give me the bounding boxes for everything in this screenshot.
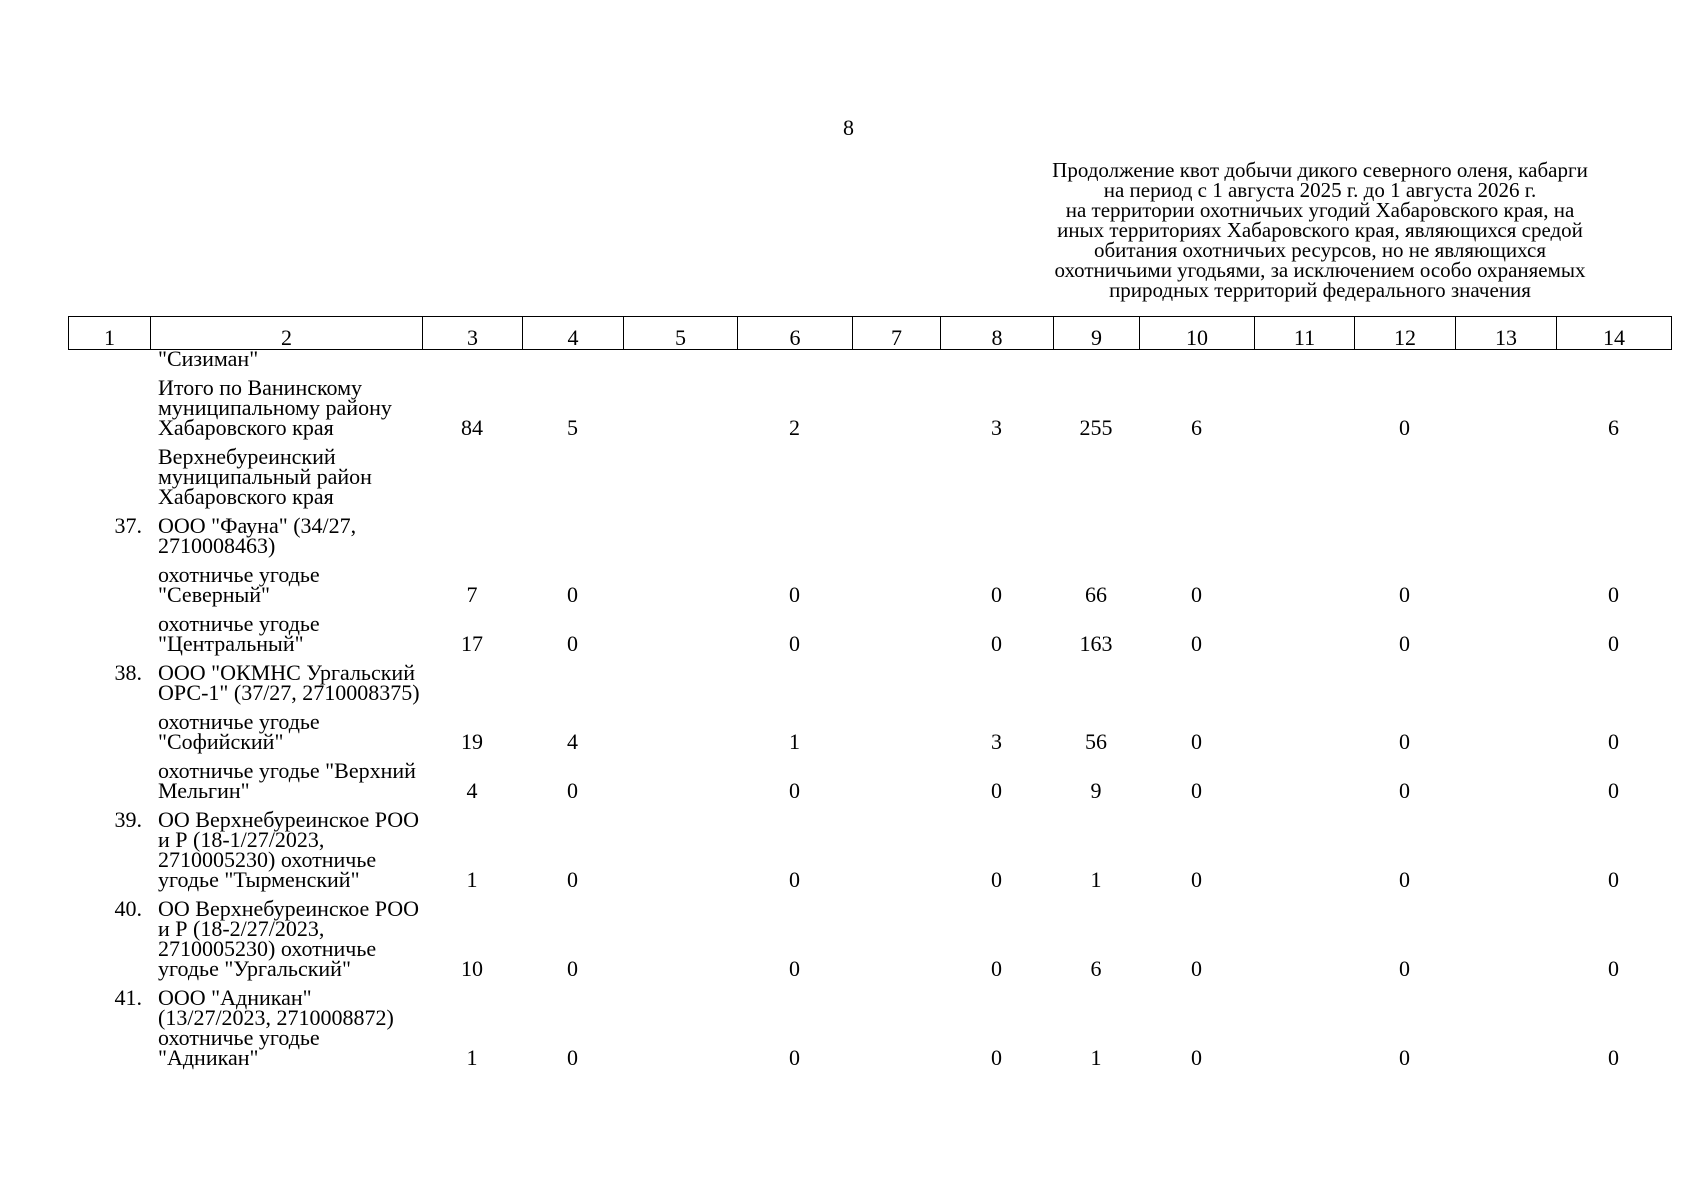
value-cell-col-13 bbox=[1455, 805, 1556, 894]
value-cell-col-12 bbox=[1354, 442, 1455, 511]
value-cell-col-9 bbox=[1053, 511, 1139, 560]
row-number-cell bbox=[68, 560, 150, 609]
value-cell-col-5 bbox=[623, 373, 737, 442]
value-cell-col-9 bbox=[1053, 442, 1139, 511]
quota-table bbox=[68, 346, 1671, 1072]
value-cell-col-13 bbox=[1455, 609, 1556, 658]
value-cell-col-9: 1 bbox=[1090, 1045, 1102, 1070]
table-row bbox=[68, 805, 1671, 894]
row-name-cell: ООО "Адникан" (13/27/2023, 2710008872) охотничье угодье "Адникан" bbox=[158, 985, 394, 1070]
value-cell-col-4: 0 bbox=[567, 778, 578, 803]
value-cell-col-4: 4 bbox=[567, 729, 578, 754]
table-row bbox=[68, 658, 1671, 707]
value-cell-col-6: 0 bbox=[789, 1045, 800, 1070]
value-cell-col-7 bbox=[852, 609, 940, 658]
value-cell-col-14: 0 bbox=[1608, 582, 1619, 607]
value-cell-col-13 bbox=[1455, 894, 1556, 983]
row-name-cell: ОО Верхнебуреинское РОО и Р (18-1/27/2023, 2710005230) охотничье угодье "Тырменский" bbox=[158, 807, 420, 892]
column-header-9: 9 bbox=[1054, 317, 1140, 350]
value-cell-col-10 bbox=[1139, 349, 1254, 373]
value-cell-col-6: 2 bbox=[789, 415, 800, 440]
value-cell-col-14: 0 bbox=[1608, 631, 1619, 656]
value-cell-col-10: 6 bbox=[1191, 415, 1202, 440]
value-cell-col-4 bbox=[522, 442, 623, 511]
value-cell-col-3: 7 bbox=[466, 582, 478, 607]
column-header-3: 3 bbox=[423, 317, 523, 350]
value-cell-col-6: 1 bbox=[789, 729, 800, 754]
row-name-cell: ООО "Фауна" (34/27, 2710008463) bbox=[158, 513, 357, 558]
value-cell-col-7 bbox=[852, 707, 940, 756]
column-header-14: 14 bbox=[1557, 317, 1672, 350]
table-row bbox=[68, 349, 1671, 373]
value-cell-col-14 bbox=[1556, 511, 1671, 560]
page-number: 8 bbox=[843, 115, 854, 140]
value-cell-col-7 bbox=[852, 756, 940, 805]
value-cell-col-3: 4 bbox=[466, 778, 478, 803]
value-cell-col-11 bbox=[1254, 983, 1354, 1072]
value-cell-col-11 bbox=[1254, 658, 1354, 707]
value-cell-col-13 bbox=[1455, 442, 1556, 511]
value-cell-col-8: 0 bbox=[991, 631, 1002, 656]
value-cell-col-8: 0 bbox=[991, 1045, 1002, 1070]
value-cell-col-11 bbox=[1254, 894, 1354, 983]
value-cell-col-13 bbox=[1455, 349, 1556, 373]
value-cell-col-4: 0 bbox=[567, 631, 578, 656]
value-cell-col-3: 10 bbox=[461, 956, 483, 981]
row-number-cell bbox=[68, 442, 150, 511]
value-cell-col-6: 0 bbox=[789, 778, 800, 803]
value-cell-col-14: 0 bbox=[1608, 778, 1619, 803]
value-cell-col-4: 5 bbox=[567, 415, 578, 440]
value-cell-col-9: 56 bbox=[1085, 729, 1107, 754]
value-cell-col-6: 0 bbox=[789, 582, 800, 607]
value-cell-col-3 bbox=[422, 442, 522, 511]
value-cell-col-12 bbox=[1354, 511, 1455, 560]
table-row bbox=[68, 511, 1671, 560]
row-name-cell: ООО "ОКМНС Ургальский ОРС-1" (37/27, 2710008375) bbox=[158, 660, 420, 705]
value-cell-col-7 bbox=[852, 560, 940, 609]
value-cell-col-3: 1 bbox=[466, 867, 478, 892]
value-cell-col-8: 0 bbox=[991, 867, 1002, 892]
value-cell-col-9: 66 bbox=[1085, 582, 1107, 607]
value-cell-col-12: 0 bbox=[1399, 1045, 1410, 1070]
value-cell-col-10 bbox=[1139, 511, 1254, 560]
table-row bbox=[68, 707, 1671, 756]
value-cell-col-5 bbox=[623, 983, 737, 1072]
value-cell-col-14: 0 bbox=[1608, 867, 1619, 892]
value-cell-col-6: 0 bbox=[789, 631, 800, 656]
value-cell-col-13 bbox=[1455, 756, 1556, 805]
value-cell-col-8: 3 bbox=[991, 415, 1002, 440]
value-cell-col-10: 0 bbox=[1191, 1045, 1202, 1070]
value-cell-col-4: 0 bbox=[567, 956, 578, 981]
row-name-cell: охотничье угодье "Северный" bbox=[158, 562, 320, 607]
value-cell-col-8: 3 bbox=[991, 729, 1002, 754]
value-cell-col-3: 1 bbox=[466, 1045, 478, 1070]
value-cell-col-10: 0 bbox=[1191, 729, 1202, 754]
value-cell-col-6 bbox=[737, 511, 852, 560]
value-cell-col-6 bbox=[737, 658, 852, 707]
value-cell-col-3: 17 bbox=[461, 631, 483, 656]
value-cell-col-3 bbox=[422, 511, 522, 560]
value-cell-col-8 bbox=[940, 511, 1053, 560]
heading-line: обитания охотничьих ресурсов, но не являющихся bbox=[1093, 238, 1547, 262]
value-cell-col-4: 0 bbox=[567, 867, 578, 892]
row-number-cell: 40. bbox=[114, 896, 142, 921]
value-cell-col-10: 0 bbox=[1191, 582, 1202, 607]
column-header-6: 6 bbox=[738, 317, 853, 350]
value-cell-col-12: 0 bbox=[1399, 729, 1410, 754]
value-cell-col-4 bbox=[522, 511, 623, 560]
value-cell-col-13 bbox=[1455, 373, 1556, 442]
row-name-cell: охотничье угодье "Центральный" bbox=[158, 611, 320, 656]
value-cell-col-6 bbox=[737, 349, 852, 373]
value-cell-col-6: 0 bbox=[789, 956, 800, 981]
value-cell-col-13 bbox=[1455, 658, 1556, 707]
value-cell-col-7 bbox=[852, 983, 940, 1072]
value-cell-col-3 bbox=[422, 658, 522, 707]
value-cell-col-11 bbox=[1254, 349, 1354, 373]
value-cell-col-7 bbox=[852, 894, 940, 983]
value-cell-col-9: 163 bbox=[1079, 631, 1113, 656]
value-cell-col-14 bbox=[1556, 442, 1671, 511]
value-cell-col-5 bbox=[623, 560, 737, 609]
value-cell-col-8: 0 bbox=[991, 582, 1002, 607]
table-row bbox=[68, 756, 1671, 805]
heading-line: иных территориях Хабаровского края, являющихся средой bbox=[1057, 218, 1583, 242]
table-row bbox=[68, 894, 1671, 983]
value-cell-col-11 bbox=[1254, 707, 1354, 756]
value-cell-col-3: 84 bbox=[461, 415, 483, 440]
value-cell-col-7 bbox=[852, 805, 940, 894]
value-cell-col-14: 0 bbox=[1608, 729, 1619, 754]
value-cell-col-6 bbox=[737, 442, 852, 511]
value-cell-col-13 bbox=[1455, 707, 1556, 756]
value-cell-col-9: 6 bbox=[1090, 956, 1102, 981]
value-cell-col-11 bbox=[1254, 609, 1354, 658]
value-cell-col-11 bbox=[1254, 805, 1354, 894]
value-cell-col-10 bbox=[1139, 658, 1254, 707]
column-header-1: 1 bbox=[69, 317, 151, 350]
value-cell-col-12 bbox=[1354, 658, 1455, 707]
column-header-8: 8 bbox=[941, 317, 1054, 350]
value-cell-col-8: 0 bbox=[991, 778, 1002, 803]
value-cell-col-10 bbox=[1139, 442, 1254, 511]
value-cell-col-10: 0 bbox=[1191, 867, 1202, 892]
value-cell-col-5 bbox=[623, 349, 737, 373]
value-cell-col-4: 0 bbox=[567, 582, 578, 607]
value-cell-col-3 bbox=[422, 349, 522, 373]
table-row bbox=[68, 560, 1671, 609]
value-cell-col-10: 0 bbox=[1191, 778, 1202, 803]
value-cell-col-10: 0 bbox=[1191, 631, 1202, 656]
value-cell-col-12 bbox=[1354, 349, 1455, 373]
row-number-cell: 37. bbox=[114, 513, 142, 538]
value-cell-col-10: 0 bbox=[1191, 956, 1202, 981]
value-cell-col-4 bbox=[522, 349, 623, 373]
row-name-cell: Итого по Ванинскому муниципальному району Хабаровского края bbox=[158, 375, 392, 440]
column-header-13: 13 bbox=[1456, 317, 1557, 350]
value-cell-col-8: 0 bbox=[991, 956, 1002, 981]
row-name-cell: "Сизиман" bbox=[158, 346, 259, 371]
row-number-cell: 38. bbox=[114, 660, 142, 685]
value-cell-col-14: 0 bbox=[1608, 956, 1619, 981]
value-cell-col-12: 0 bbox=[1399, 778, 1410, 803]
value-cell-col-11 bbox=[1254, 373, 1354, 442]
value-cell-col-9 bbox=[1053, 658, 1139, 707]
column-header-2: 2 bbox=[151, 317, 423, 350]
value-cell-col-6: 0 bbox=[789, 867, 800, 892]
heading-line: природных территорий федерального значения bbox=[1109, 278, 1531, 302]
value-cell-col-11 bbox=[1254, 560, 1354, 609]
value-cell-col-7 bbox=[852, 658, 940, 707]
value-cell-col-5 bbox=[623, 442, 737, 511]
value-cell-col-12: 0 bbox=[1399, 867, 1410, 892]
value-cell-col-7 bbox=[852, 511, 940, 560]
value-cell-col-8 bbox=[940, 658, 1053, 707]
heading-line: на период с 1 августа 2025 г. до 1 августа 2026 г. bbox=[1103, 178, 1537, 202]
value-cell-col-9 bbox=[1053, 349, 1139, 373]
value-cell-col-14: 6 bbox=[1608, 415, 1619, 440]
table-body bbox=[68, 346, 1671, 1072]
value-cell-col-8 bbox=[940, 349, 1053, 373]
row-name-cell: ОО Верхнебуреинское РОО и Р (18-2/27/2023, 2710005230) охотничье угодье "Ургальский" bbox=[158, 896, 420, 981]
value-cell-col-14: 0 bbox=[1608, 1045, 1619, 1070]
value-cell-col-12: 0 bbox=[1399, 956, 1410, 981]
row-number-cell bbox=[68, 756, 150, 805]
value-cell-col-5 bbox=[623, 511, 737, 560]
value-cell-col-12: 0 bbox=[1399, 631, 1410, 656]
value-cell-col-11 bbox=[1254, 756, 1354, 805]
document-heading bbox=[1000, 160, 1640, 300]
column-header-4: 4 bbox=[523, 317, 624, 350]
value-cell-col-12: 0 bbox=[1399, 415, 1410, 440]
value-cell-col-7 bbox=[852, 442, 940, 511]
column-header-5: 5 bbox=[624, 317, 738, 350]
row-name-cell: Верхнебуреинский муниципальный район Хабаровского края bbox=[158, 444, 372, 509]
value-cell-col-5 bbox=[623, 756, 737, 805]
row-number-cell: 41. bbox=[114, 985, 142, 1010]
value-cell-col-12: 0 bbox=[1399, 582, 1410, 607]
value-cell-col-14 bbox=[1556, 349, 1671, 373]
value-cell-col-7 bbox=[852, 373, 940, 442]
row-number-cell bbox=[68, 609, 150, 658]
column-header-12: 12 bbox=[1355, 317, 1456, 350]
value-cell-col-4 bbox=[522, 658, 623, 707]
table-row bbox=[68, 609, 1671, 658]
value-cell-col-5 bbox=[623, 894, 737, 983]
row-number-cell bbox=[68, 373, 150, 442]
column-header-10: 10 bbox=[1140, 317, 1255, 350]
column-number-header bbox=[68, 316, 1672, 350]
value-cell-col-11 bbox=[1254, 442, 1354, 511]
value-cell-col-13 bbox=[1455, 983, 1556, 1072]
row-name-cell: охотничье угодье "Софийский" bbox=[158, 709, 320, 754]
value-cell-col-13 bbox=[1455, 560, 1556, 609]
value-cell-col-13 bbox=[1455, 511, 1556, 560]
value-cell-col-3: 19 bbox=[461, 729, 483, 754]
value-cell-col-8 bbox=[940, 442, 1053, 511]
value-cell-col-11 bbox=[1254, 511, 1354, 560]
column-header-7: 7 bbox=[853, 317, 941, 350]
value-cell-col-5 bbox=[623, 658, 737, 707]
value-cell-col-14 bbox=[1556, 658, 1671, 707]
row-number-cell bbox=[68, 349, 150, 373]
heading-line: Продолжение квот добычи дикого северного оленя, кабарги bbox=[1052, 158, 1588, 182]
table-row bbox=[68, 373, 1671, 442]
value-cell-col-4: 0 bbox=[567, 1045, 578, 1070]
table-row bbox=[68, 442, 1671, 511]
heading-line: на территории охотничьих угодий Хабаровского края, на bbox=[1065, 198, 1575, 222]
column-header-11: 11 bbox=[1255, 317, 1355, 350]
row-name-cell: охотничье угодье "Верхний Мельгин" bbox=[158, 758, 416, 803]
value-cell-col-9: 1 bbox=[1090, 867, 1102, 892]
value-cell-col-9: 255 bbox=[1079, 415, 1113, 440]
table-row bbox=[68, 983, 1671, 1072]
row-number-cell bbox=[68, 707, 150, 756]
value-cell-col-5 bbox=[623, 805, 737, 894]
value-cell-col-7 bbox=[852, 349, 940, 373]
value-cell-col-5 bbox=[623, 609, 737, 658]
heading-line: охотничьими угодьями, за исключением особо охраняемых bbox=[1054, 258, 1586, 282]
value-cell-col-5 bbox=[623, 707, 737, 756]
value-cell-col-9: 9 bbox=[1090, 778, 1102, 803]
row-number-cell: 39. bbox=[114, 807, 142, 832]
